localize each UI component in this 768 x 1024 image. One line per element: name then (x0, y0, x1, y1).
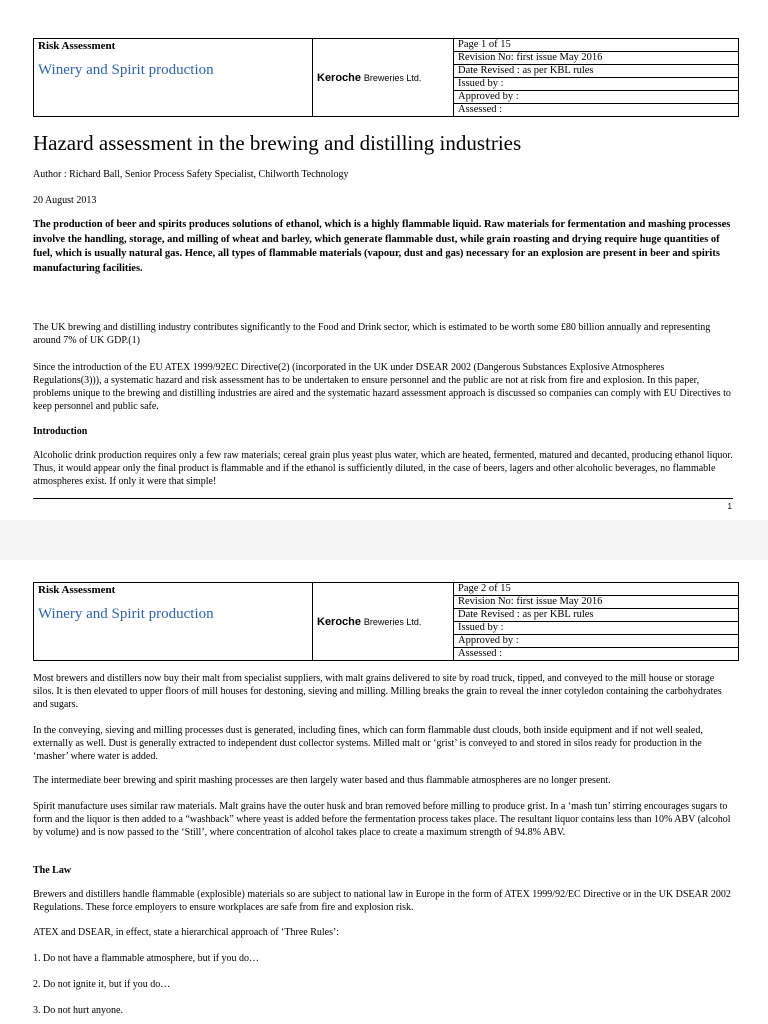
paragraph: The UK brewing and distilling industry contributes significantly to the Food and Drink sector, which is estimated to be worth some £80 billion annually and representing around 7% of UK GDP.(1) (33, 322, 711, 346)
risk-assessment-label: Risk Assessment (38, 584, 116, 596)
approved-by-cell: Approved by : (454, 91, 739, 104)
paragraph: Alcoholic drink production requires only a few raw materials; cereal grain plus yeast plus water, which are heated, fermented, matured and decanted, producing ethanol liquor. Thus, it would appear only the final product is flammable and if the ethanol is sufficiently diluted, in the case of beers, lagers and other alcoholic beverages, no flammable atmospheres exist. If only it were that simple! (33, 450, 733, 487)
paragraph: ATEX and DSEAR, in effect, state a hierarchical approach of ‘Three Rules’: (33, 927, 340, 938)
footer-rule (33, 498, 733, 499)
assessed-cell: Assessed : (454, 648, 739, 661)
date-revised-cell: Date Revised : as per KBL rules (454, 609, 739, 622)
author-line: Author : Richard Ball, Senior Process Safety Specialist, Chilworth Technology (33, 169, 349, 180)
issued-by-cell: Issued by : (454, 78, 739, 91)
paragraph: The intermediate beer brewing and spirit mashing processes are then largely water based and thus flammable atmospheres are no longer present. (33, 775, 611, 786)
issued-by-cell: Issued by : (454, 622, 739, 635)
company-cell (313, 583, 454, 661)
page-number-cell: Page 2 of 15 (454, 583, 739, 596)
brand-sub: Breweries Ltd. (363, 72, 422, 83)
paragraph: Brewers and distillers handle flammable (explosible) materials so are subject to national law in Europe in the form of ATEX 1999/92/EC Directive or in the UK DSEAR 2002 Regulations. These force employers to ensure workplaces are safe from fire and explosion risk. (33, 889, 731, 913)
brand-name: Keroche (317, 71, 362, 84)
date-line: 20 August 2013 (33, 195, 97, 206)
section-heading-the-law: The Law (33, 865, 72, 876)
header-title-cell (34, 583, 313, 661)
date-revised-cell: Date Revised : as per KBL rules (454, 65, 739, 78)
page-number-cell: Page 1 of 15 (454, 39, 739, 52)
page-gap (0, 520, 768, 560)
paragraph: Most brewers and distillers now buy their malt from specialist suppliers, with malt grains delivered to site by road truck, tipped, and conveyed to the mill house or storage silos. It is then elevated to upper floors of mill houses for destoning, sieving and milling. Milling breaks the grain to reveal the inner cotyledon containing the carbohydrates and sugars. (33, 673, 722, 710)
header-table (33, 582, 739, 661)
approved-by-cell: Approved by : (454, 635, 739, 648)
assessed-cell: Assessed : (454, 104, 739, 117)
risk-assessment-label: Risk Assessment (38, 40, 116, 52)
header-table (33, 38, 739, 117)
abstract: The production of beer and spirits produces solutions of ethanol, which is a highly flammable liquid. Raw materials for fermentation and mashing processes involve the handling, storage, and milling of wheat and barley, which generate flammable dust, while grain roasting and drying require huge quantities of fuel, which is usually natural gas. Hence, all types of flammable materials (vapour, dust and gas) necessary for an explosion are present in beer and spirits manufacturing facilities. (33, 219, 731, 274)
footer-page-number: 1 (727, 502, 732, 511)
rule-item: 1. Do not have a flammable atmosphere, but if you do… (33, 953, 260, 964)
section-heading-introduction: Introduction (33, 426, 88, 437)
rule-item: 3. Do not hurt anyone. (33, 1005, 123, 1016)
winery-spirit-heading: Winery and Spirit production (38, 606, 214, 622)
brand-sub: Breweries Ltd. (363, 616, 422, 627)
winery-spirit-heading: Winery and Spirit production (38, 62, 214, 78)
brand-name: Keroche (317, 615, 362, 628)
paragraph: In the conveying, sieving and milling processes dust is generated, including fines, which can form flammable dust clouds, both inside equipment and if not well sealed, externally as well. Dust is generally extracted to independent dust collector systems. Milled malt or ‘grist’ is conveyed to and stored in silos ready for production in the ‘masher’ where water is added. (33, 725, 703, 762)
document-page-2 (0, 560, 768, 1024)
document-title: Hazard assessment in the brewing and distilling industries (33, 131, 522, 155)
paragraph: Spirit manufacture uses similar raw materials. Malt grains have the outer husk and bran removed before milling to produce grist. In a ‘mash tun’ stirring encourages sugars to form and the liquor is then added to a “washback” where yeast is added before the fermentation process takes place. The resultant liquor contains less than 10% ABV (alcohol by volume) and is now passed to the ‘Still’, where concentration of alcohol takes place to create a maximum strength of 94.8% ABV. (33, 801, 731, 838)
header-title-cell (34, 39, 313, 117)
rule-item: 2. Do not ignite it, but if you do… (33, 979, 171, 990)
revision-cell: Revision No: first issue May 2016 (454, 52, 739, 65)
paragraph: Since the introduction of the EU ATEX 1999/92EC Directive(2) (incorporated in the UK under DSEAR 2002 (Dangerous Substances Explosive Atmospheres Regulations(3))), a systematic hazard and risk assessment has to be undertaken to ensure personnel and the public are not at risk from fire and explosion. In this paper, problems unique to the brewing and distilling industries are aired and the systematic hazard assessment approach is discussed so companies can comply with EU Directives to keep personnel and public safe. (33, 362, 731, 412)
revision-cell: Revision No: first issue May 2016 (454, 596, 739, 609)
company-cell (313, 39, 454, 117)
